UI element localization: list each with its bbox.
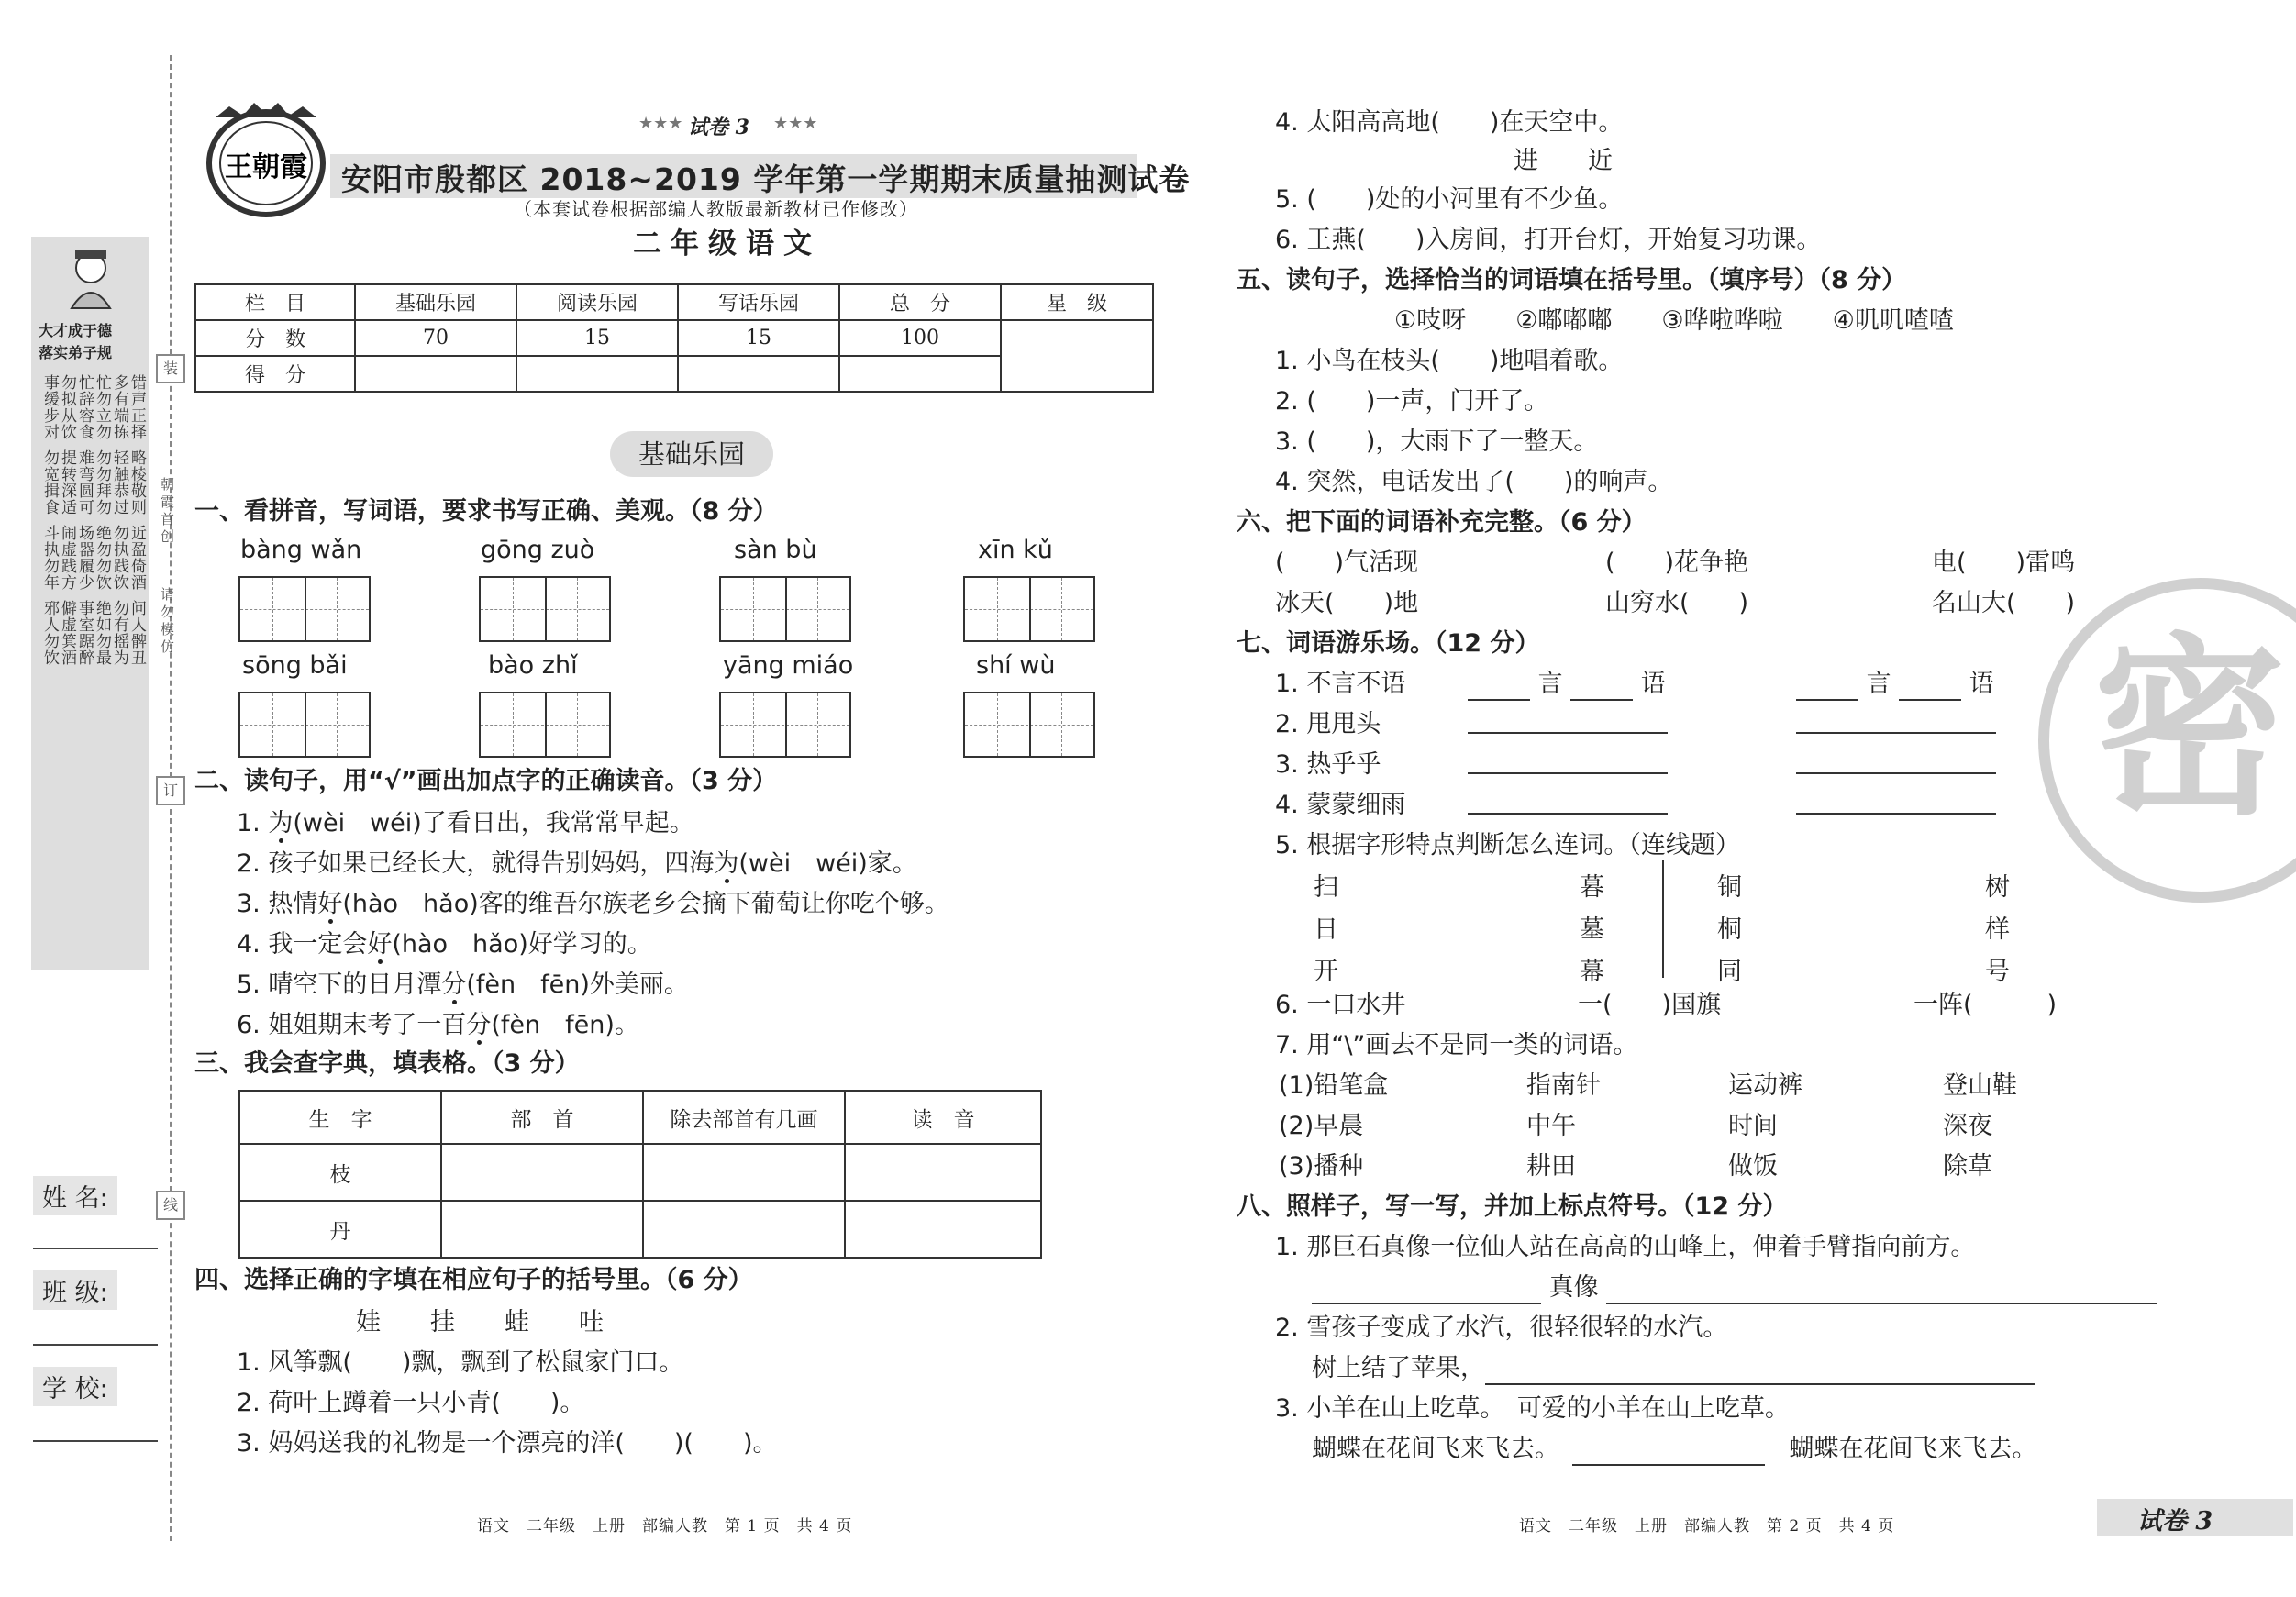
- q2-text: 4. 我一定会: [237, 930, 368, 959]
- word-option[interactable]: 做饭: [1728, 1152, 1778, 1181]
- q6-item[interactable]: 冰天( )地: [1275, 589, 1419, 617]
- dotted-char: 分: [441, 970, 467, 999]
- q8-answer-2[interactable]: [1312, 1352, 2035, 1385]
- q8-sentence: 1. 那巨石真像一位仙人站在高高的山峰上，伸着手臂指向前方。: [1275, 1233, 1976, 1261]
- binding-mark-xian: 线: [156, 1191, 185, 1220]
- dict-header: 生 字: [239, 1091, 441, 1144]
- q4-item[interactable]: 1. 风筝飘( )飘，飘到了松鼠家门口。: [237, 1348, 684, 1377]
- footer-tag: 试卷 3: [2137, 1507, 2213, 1536]
- pinyin-label: sōng bǎi: [242, 651, 348, 680]
- score-cell: 15: [516, 320, 678, 356]
- school-field: [33, 1367, 117, 1406]
- dotted-char: 为: [268, 809, 294, 837]
- score-cell: 100: [839, 320, 1001, 356]
- writing-grid[interactable]: [719, 692, 851, 758]
- pinyin-label: sàn bù: [734, 536, 817, 564]
- score-header: 总 分: [839, 284, 1001, 320]
- side-rule-column: 事室踞醉: [75, 600, 94, 666]
- word-option[interactable]: 时间: [1728, 1112, 1778, 1140]
- q7-item: 2. 甩甩头: [1275, 710, 1381, 738]
- side-rule-column: 忙辞容食: [75, 374, 94, 440]
- match-right[interactable]: 同: [1717, 958, 1742, 986]
- q2-item: [237, 1009, 639, 1042]
- q5-item[interactable]: 1. 小鸟在枝头( )地唱着歌。: [1275, 347, 1624, 375]
- q3-title: 三、我会查字典，填表格。（3 分）: [194, 1049, 580, 1078]
- q7-sub7: 7. 用“\”画去不是同一类的词语。: [1275, 1031, 1638, 1059]
- word-option[interactable]: 除草: [1943, 1152, 1992, 1181]
- score-header: 栏 目: [195, 284, 355, 320]
- q2-text: 6. 姐姐期末考了一百: [237, 1011, 467, 1039]
- q2-text[interactable]: (wèi wéi)家。: [738, 849, 917, 878]
- match-divider: [1662, 860, 1664, 978]
- writing-grid[interactable]: [479, 576, 611, 642]
- q7-item: 4. 蒙蒙细雨: [1275, 791, 1406, 819]
- logo-text: 王朝霞: [225, 151, 307, 183]
- side-rule-column: 勿宽揖食: [40, 449, 59, 516]
- q2-text: 2. 孩子如果已经长大，就得告别妈妈，四海: [237, 849, 715, 878]
- q7-pattern-2[interactable]: [1796, 668, 1994, 701]
- dict-header: 读 音: [845, 1091, 1041, 1144]
- side-rule-column: 问人髀丑: [128, 600, 146, 666]
- score-input[interactable]: [355, 356, 516, 392]
- writing-grid[interactable]: [719, 576, 851, 642]
- word-option[interactable]: (3)播种: [1279, 1152, 1364, 1181]
- score-table: [194, 283, 1154, 393]
- dictionary-table: [238, 1090, 1042, 1259]
- score-cell: 得 分: [195, 356, 355, 392]
- word-option[interactable]: (1)铅笔盒: [1279, 1071, 1389, 1100]
- q7-yu: 语: [1640, 670, 1666, 698]
- scholar-figure-icon: [62, 246, 119, 310]
- class-label: 班 级:: [33, 1270, 117, 1310]
- match-mid[interactable]: 暮: [1580, 873, 1604, 902]
- binding-mark-ding: 订: [156, 776, 185, 805]
- answer-line[interactable]: [1796, 732, 1996, 734]
- q7-yan: 言: [1866, 670, 1891, 698]
- side-rule-column: 闹虚践方: [58, 525, 76, 591]
- name-label: 姓 名:: [33, 1176, 117, 1215]
- q8-keyword: 真像: [1548, 1273, 1599, 1302]
- q2-item: [237, 969, 689, 1002]
- q7-sub5: 5. 根据字形特点判断怎么连词。（连线题）: [1275, 831, 1740, 859]
- side-rule-column: 勿拟从饮: [58, 374, 76, 440]
- side-rule-column: 绝如勿最: [93, 600, 111, 666]
- q6-title: 六、把下面的词语补充完整。（6 分）: [1237, 508, 1647, 537]
- match-mid[interactable]: 幕: [1580, 958, 1604, 986]
- word-option[interactable]: 耕田: [1526, 1152, 1576, 1181]
- score-header: 星 级: [1001, 284, 1153, 320]
- q2-item: [237, 888, 949, 921]
- answer-line[interactable]: [1468, 813, 1668, 815]
- q7-item: 3. 热乎乎: [1275, 750, 1381, 779]
- pinyin-label: shí wù: [976, 651, 1056, 680]
- q4-item[interactable]: 2. 荷叶上蹲着一只小青( )。: [237, 1389, 585, 1417]
- q8-sentence: 3. 小羊在山上吃草。 可爱的小羊在山上吃草。: [1275, 1394, 1790, 1423]
- score-input[interactable]: [839, 356, 1001, 392]
- q4-item[interactable]: 4. 太阳高高地( )在天空中。: [1275, 108, 1624, 137]
- q6-item[interactable]: ( )花争艳: [1605, 549, 1749, 577]
- q4-item[interactable]: 3. 妈妈送我的礼物是一个漂亮的洋( )( )。: [237, 1429, 778, 1458]
- dotted-char: 为: [714, 849, 739, 878]
- answer-line[interactable]: [1468, 732, 1668, 734]
- dict-input[interactable]: [845, 1201, 1041, 1258]
- q2-title: 二、读句子，用“√”画出加点字的正确读音。（3 分）: [194, 767, 778, 795]
- school-label: 学 校:: [33, 1367, 117, 1406]
- writing-grid[interactable]: [238, 692, 371, 758]
- q2-item: [237, 928, 652, 961]
- side-rule-column: 事缓步对: [40, 374, 59, 440]
- side-rule-column: 勿勿拜勿: [93, 449, 111, 516]
- match-left[interactable]: 开: [1314, 958, 1338, 986]
- score-header: 写话乐园: [678, 284, 839, 320]
- side-rule-column: 勿执践饮: [110, 525, 128, 591]
- dotted-char: 好: [317, 890, 343, 918]
- q2-text: 5. 晴空下的日月潭: [237, 970, 442, 999]
- stars-right: ★★★: [773, 114, 818, 133]
- q7-item: 1. 不言不语: [1275, 670, 1406, 698]
- name-field: [33, 1176, 117, 1215]
- pinyin-label: bàng wǎn: [240, 536, 362, 564]
- pinyin-label: bào zhǐ: [488, 651, 578, 680]
- q7-pattern-1[interactable]: [1468, 668, 1666, 701]
- q4-item[interactable]: 6. 王燕( )入房间，打开台灯，开始复习功课。: [1275, 226, 1822, 254]
- q8-title: 八、照样子，写一写，并加上标点符号。（12 分）: [1237, 1192, 1788, 1221]
- pinyin-label: gōng zuò: [481, 536, 595, 564]
- q6-item[interactable]: 山穷水( ): [1605, 589, 1749, 617]
- score-header: 阅读乐园: [516, 284, 678, 320]
- q7-title: 七、词语游乐场。（12 分）: [1237, 629, 1540, 658]
- dict-input[interactable]: [845, 1144, 1041, 1201]
- dict-char: 枝: [239, 1144, 441, 1201]
- match-right[interactable]: 铜: [1717, 873, 1742, 902]
- score-header: 基础乐园: [355, 284, 516, 320]
- word-option[interactable]: 深夜: [1943, 1112, 1992, 1140]
- dotted-char: 分: [466, 1011, 492, 1039]
- match-left[interactable]: 扫: [1314, 873, 1338, 902]
- score-cell: 70: [355, 320, 516, 356]
- brand-logo: [188, 101, 344, 220]
- match-left[interactable]: 日: [1314, 915, 1338, 944]
- q4-item[interactable]: 5. ( )处的小河里有不少鱼。: [1275, 185, 1624, 214]
- score-cell: 分 数: [195, 320, 355, 356]
- q1-title: 一、看拼音，写词语，要求书写正确、美观。（8 分）: [194, 497, 778, 526]
- match-right[interactable]: 样: [1985, 915, 2010, 944]
- exam-note: （本套试卷根据部编人教版最新教材已作修改）: [514, 198, 918, 220]
- word-option[interactable]: (2)早晨: [1279, 1112, 1364, 1140]
- q6-item[interactable]: ( )气活现: [1275, 549, 1419, 577]
- match-right[interactable]: 树: [1985, 873, 2010, 902]
- answer-line[interactable]: [1796, 813, 1996, 815]
- q2-text: 1.: [237, 809, 269, 837]
- binding-note-2: 请勿模仿: [159, 587, 175, 657]
- word-option[interactable]: 登山鞋: [1943, 1071, 2017, 1100]
- match-right[interactable]: 桐: [1717, 915, 1742, 944]
- footer-left: 语文 二年级 上册 部编人教 第 1 页 共 4 页: [477, 1517, 853, 1536]
- pinyin-label: xīn kǔ: [978, 536, 1053, 564]
- section-label: 基础乐园: [610, 431, 773, 477]
- q5-item[interactable]: 3. ( )，大雨下了一整天。: [1275, 427, 1599, 456]
- school-line[interactable]: [33, 1440, 158, 1442]
- side-motto-panel: [31, 237, 149, 970]
- class-field: [33, 1270, 117, 1310]
- writing-grid[interactable]: [963, 692, 1095, 758]
- q8-answer-3[interactable]: [1312, 1433, 2037, 1466]
- q8-keyword: 树上结了苹果，: [1312, 1354, 1485, 1382]
- word-option[interactable]: 中午: [1526, 1112, 1576, 1140]
- q7-sub6: 6. 一口水井: [1275, 991, 1406, 1019]
- q2-item: [237, 848, 917, 881]
- binding-mark-zhuang: 装: [156, 354, 185, 383]
- q7-yan: 言: [1537, 670, 1563, 698]
- q5-item[interactable]: 2. ( )一声，门开了。: [1275, 387, 1549, 416]
- footer-right: 语文 二年级 上册 部编人教 第 2 页 共 4 页: [1519, 1517, 1895, 1536]
- grade-subject: 二年级语文: [633, 227, 821, 261]
- q2-item: [237, 807, 694, 840]
- dict-input[interactable]: [643, 1144, 845, 1201]
- stars-left: ★★★: [638, 114, 683, 133]
- word-option[interactable]: 运动裤: [1728, 1071, 1802, 1100]
- seal-character: 密: [2092, 616, 2286, 841]
- star-rating-cell[interactable]: [1001, 320, 1153, 392]
- writing-grid[interactable]: [963, 576, 1095, 642]
- answer-line[interactable]: [1796, 772, 1996, 774]
- q4-extra-choices: 进 近: [1514, 147, 1613, 175]
- binding-note-1: 朝霞首创: [159, 477, 175, 547]
- word-option[interactable]: 指南针: [1526, 1071, 1601, 1100]
- writing-grid[interactable]: [238, 576, 371, 642]
- dict-input[interactable]: [643, 1201, 845, 1258]
- q5-item[interactable]: 4. 突然，电话发出了( )的响声。: [1275, 468, 1673, 496]
- score-input[interactable]: [516, 356, 678, 392]
- match-right[interactable]: 号: [1985, 958, 2010, 986]
- side-rule-column: 僻虚箕酒: [58, 600, 76, 666]
- q4-choices: 娃 挂 蛙 哇: [356, 1308, 604, 1336]
- side-rule-column: 近盈倚酒: [128, 525, 146, 591]
- q2-text[interactable]: (hào hǎo)客的维吾尔族老乡会摘下葡萄让你吃个够。: [342, 890, 949, 918]
- q4-title: 四、选择正确的字填在相应句子的括号里。（6 分）: [194, 1266, 753, 1294]
- q2-text[interactable]: (fèn fēn)。: [491, 1011, 639, 1039]
- q5-choices: ①吱呀 ②嘟嘟嘟 ③哗啦哗啦 ④叽叽喳喳: [1394, 306, 1954, 335]
- name-line[interactable]: [33, 1248, 158, 1249]
- q6-item[interactable]: 电( )雷鸣: [1932, 549, 2076, 577]
- side-motto-1: 大才成于德: [39, 322, 113, 339]
- q6-item[interactable]: 名山大( ): [1932, 589, 2076, 617]
- side-rule-column: 斗执勿年: [40, 525, 59, 591]
- q7-yu: 语: [1969, 670, 1994, 698]
- q2-text[interactable]: (fèn fēn)外美丽。: [466, 970, 689, 999]
- q2-text: 3. 热情: [237, 890, 318, 918]
- q8-answer-1[interactable]: [1312, 1271, 2157, 1304]
- answer-line[interactable]: [1468, 772, 1668, 774]
- dict-header: 部 首: [441, 1091, 643, 1144]
- side-rule-column: 错声正择: [128, 374, 146, 440]
- score-input[interactable]: [678, 356, 839, 392]
- side-rule-column: 多有端拣: [110, 374, 128, 440]
- side-motto-2: 落实弟子规: [39, 344, 113, 361]
- q8-sentence: 2. 雪孩子变成了水汽，很轻很轻的水汽。: [1275, 1314, 1728, 1342]
- q7-sub6-c[interactable]: 一阵( ): [1913, 991, 2058, 1019]
- side-rule-column: 场器履少: [75, 525, 94, 591]
- writing-grid[interactable]: [479, 692, 611, 758]
- q2-text[interactable]: (hào hǎo)好学习的。: [392, 930, 652, 959]
- dict-input[interactable]: [441, 1144, 643, 1201]
- side-rule-column: 绝勿勿饮: [93, 525, 111, 591]
- match-mid[interactable]: 墓: [1580, 915, 1604, 944]
- side-rule-column: 忙勿立勿: [93, 374, 111, 440]
- dotted-char: 好: [367, 930, 393, 959]
- side-rule-column: 难弯圆可: [75, 449, 94, 516]
- score-cell: 15: [678, 320, 839, 356]
- class-line[interactable]: [33, 1344, 158, 1346]
- dict-header: 除去部首有几画: [643, 1091, 845, 1144]
- q7-sub6-b[interactable]: 一( )国旗: [1578, 991, 1722, 1019]
- exam-title: 安阳市殷都区 2018~2019 学年第一学期期末质量抽测试卷: [341, 161, 1191, 197]
- pinyin-label: yāng miáo: [723, 651, 854, 680]
- side-rule-column: 略棱敬则: [128, 449, 146, 516]
- side-rule-column: 邪人勿饮: [40, 600, 59, 666]
- paper-series: 试卷 3: [688, 116, 749, 139]
- side-rule-column: 轻触恭过: [110, 449, 128, 516]
- q8-keyword: 蝴蝶在花间飞来飞去。: [1789, 1435, 2037, 1463]
- q5-title: 五、读句子，选择恰当的词语填在括号里。（填序号）（8 分）: [1237, 266, 1907, 294]
- dict-input[interactable]: [441, 1201, 643, 1258]
- dict-char: 丹: [239, 1201, 441, 1258]
- q2-text[interactable]: (wèi wéi)了看日出，我常常早起。: [293, 809, 694, 837]
- side-rule-column: 提转深适: [58, 449, 76, 516]
- side-rule-column: 勿有摇为: [110, 600, 128, 666]
- q8-keyword: 蝴蝶在花间飞来飞去。: [1312, 1435, 1547, 1463]
